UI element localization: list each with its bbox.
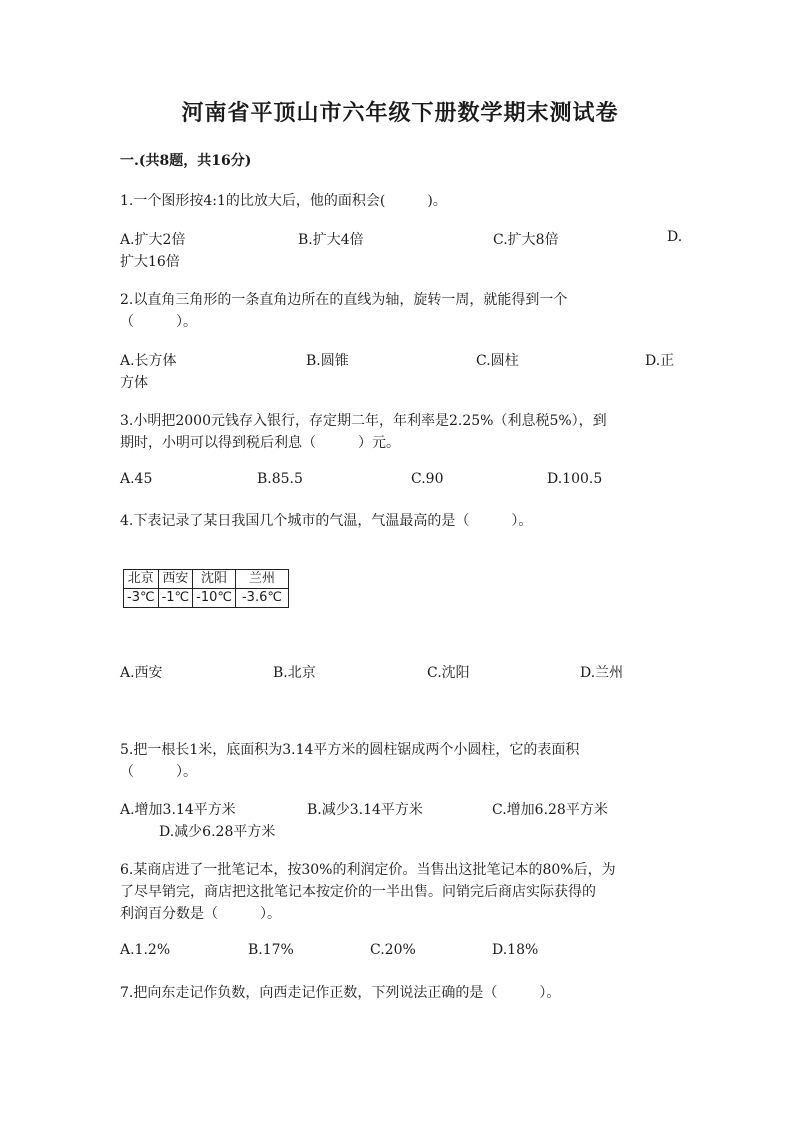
question-3-option-a[interactable]: A.45: [120, 471, 153, 487]
question-2-option-d[interactable]: D.正: [645, 353, 675, 369]
question-2-option-d-cont: 方体: [120, 375, 148, 391]
question-2-text: 2.以直角三角形的一条直角边所在的直线为轴，旋转一周，就能得到一个: [120, 292, 568, 308]
question-5-option-c[interactable]: C.增加6.28平方米: [492, 802, 608, 818]
question-3-text-cont: 期时，小明可以得到税后利息（ ）元。: [120, 435, 400, 451]
question-4-text: 4.下表记录了某日我国几个城市的气温，气温最高的是（ ）。: [120, 513, 533, 529]
question-1-option-a[interactable]: A.扩大2倍: [120, 232, 186, 248]
question-6-text-cont-2: 利润百分数是（ ）。: [120, 906, 281, 922]
temp-cell: -3.6℃: [235, 589, 288, 608]
question-6-option-b[interactable]: B.17%: [248, 942, 294, 958]
question-6-option-c[interactable]: C.20%: [370, 942, 416, 958]
question-6-option-a[interactable]: A.1.2%: [120, 942, 171, 958]
question-6-text: 6.某商店进了一批笔记本，按30%的利润定价。当售出这批笔记本的80%后，为: [120, 862, 616, 878]
question-6-option-d[interactable]: D.18%: [492, 942, 539, 958]
question-3-option-b[interactable]: B.85.5: [257, 471, 303, 487]
question-4-option-a[interactable]: A.西安: [120, 665, 163, 681]
question-1-option-d[interactable]: D.: [667, 229, 683, 245]
question-7-text: 7.把向东走记作负数，向西走记作正数，下列说法正确的是（ ）。: [120, 985, 561, 1001]
city-cell: 西安: [158, 570, 193, 589]
question-4-option-d[interactable]: D.兰州: [580, 665, 624, 681]
question-5-option-b[interactable]: B.减少3.14平方米: [307, 802, 423, 818]
question-5-option-d[interactable]: D.减少6.28平方米: [159, 824, 276, 840]
question-5-option-a[interactable]: A.增加3.14平方米: [120, 802, 236, 818]
question-2-option-b[interactable]: B.圆锥: [306, 353, 349, 369]
question-1-text: 1.一个图形按4:1的比放大后，他的面积会( )。: [120, 193, 447, 209]
question-2-option-c[interactable]: C.圆柱: [476, 353, 519, 369]
city-cell: 兰州: [235, 570, 288, 589]
temp-cell: -10℃: [193, 589, 236, 608]
question-2-text-cont: （ ）。: [120, 314, 197, 330]
question-2-option-a[interactable]: A.长方体: [120, 353, 177, 369]
table-row-temps: [124, 589, 289, 608]
city-cell: 沈阳: [193, 570, 236, 589]
question-1-option-b[interactable]: B.扩大4倍: [298, 232, 364, 248]
question-3-text: 3.小明把2000元钱存入银行，存定期二年，年利率是2.25%（利息税5%），到: [120, 413, 607, 429]
city-cell: 北京: [124, 570, 159, 589]
question-1-option-d-cont: 扩大16倍: [120, 254, 180, 270]
question-6-text-cont-1: 了尽早销完，商店把这批笔记本按定价的一半出售。问销完后商店实际获得的: [120, 884, 596, 900]
question-5-text-cont: （ ）。: [120, 764, 197, 780]
temp-cell: -3℃: [124, 589, 159, 608]
question-4-option-b[interactable]: B.北京: [273, 665, 316, 681]
question-4-option-c[interactable]: C.沈阳: [427, 665, 470, 681]
question-3-option-d[interactable]: D.100.5: [547, 471, 603, 487]
question-3-option-c[interactable]: C.90: [411, 471, 444, 487]
page-title: 河南省平顶山市六年级下册数学期末测试卷: [181, 100, 619, 126]
question-1-option-c[interactable]: C.扩大8倍: [493, 232, 559, 248]
question-5-text: 5.把一根长1米，底面积为3.14平方米的圆柱锯成两个小圆柱，它的表面积: [120, 742, 580, 758]
section-heading: 一.(共8题，共16分): [120, 153, 252, 169]
temp-cell: -1℃: [158, 589, 193, 608]
table-row-cities: [124, 570, 289, 589]
temperature-table: [123, 569, 289, 608]
